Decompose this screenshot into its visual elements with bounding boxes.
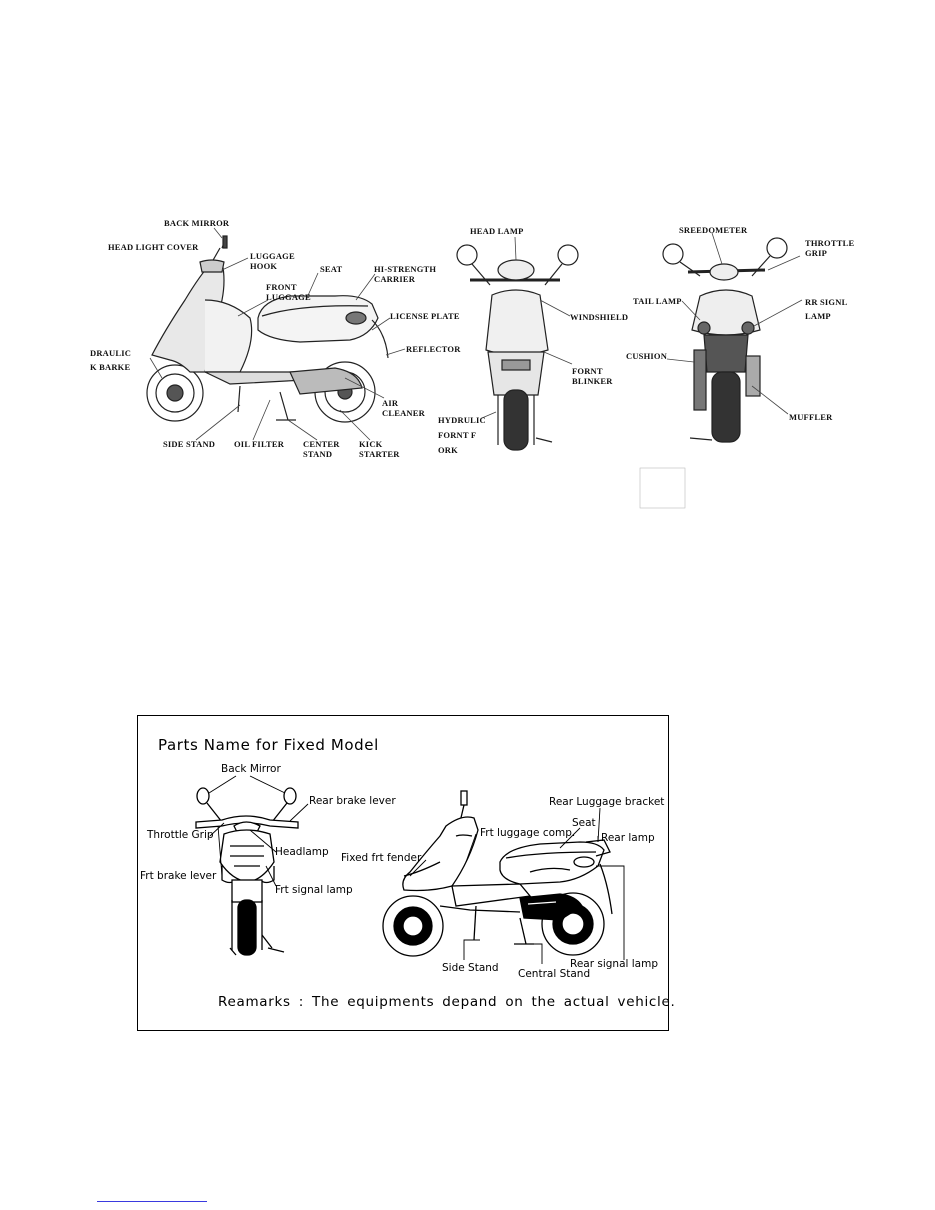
label-side-stand-2: Side Stand	[442, 962, 499, 974]
label-back-mirror: BACK MIRROR	[164, 218, 230, 228]
label-hydraulic-front-fork: HYDRULIC FORNT F ORK	[438, 415, 486, 455]
label-frt-brake-lever: Frt brake lever	[140, 870, 217, 882]
label-hydraulic-brake: DRAULIC K BARKE	[90, 348, 132, 372]
label-head-lamp: HEAD LAMP	[470, 226, 524, 236]
remark-text: Reamarks : The equipments depand on the actual vehicle.	[218, 994, 676, 1010]
label-cushion: CUSHION	[626, 351, 668, 361]
label-center-stand: CENTER STAND	[303, 439, 340, 459]
label-seat-2: Seat	[572, 817, 596, 829]
label-kick-starter: KICK STARTER	[359, 439, 400, 459]
label-back-mirror-2: Back Mirror	[221, 763, 281, 775]
label-windshield: WINDSHIELD	[570, 312, 629, 322]
label-muffler: MUFFLER	[789, 412, 833, 422]
label-rear-luggage-bracket: Rear Luggage bracket	[549, 796, 665, 808]
label-side-stand: SIDE STAND	[163, 439, 216, 449]
label-frt-luggage-comp: Frt luggage comp.	[480, 827, 576, 839]
label-front-blinker: FORNT BLINKER	[572, 366, 613, 386]
label-throttle-grip-2: Throttle Grip	[147, 829, 214, 841]
label-frt-signal-lamp: Frt signal lamp	[275, 884, 353, 896]
label-fixed-frt-fender: Fixed frt fender	[341, 852, 422, 864]
label-rear-brake-lever: Rear brake lever	[309, 795, 396, 807]
label-throttle-grip: THROTTLE GRIP	[805, 238, 855, 258]
label-tail-lamp: TAIL LAMP	[633, 296, 682, 306]
label-front-luggage: FRONT LUGGAGE	[266, 282, 311, 302]
label-seat: SEAT	[320, 264, 343, 274]
footer-link-underline[interactable]	[97, 1201, 207, 1202]
fixed-model-side-view	[383, 791, 612, 956]
label-luggage-hook: LUGGAGE HOOK	[250, 251, 295, 271]
label-headlamp: Headlamp	[275, 846, 329, 858]
label-air-cleaner: AIR CLEANER	[382, 398, 425, 418]
label-speedometer: SREEDOMETER	[679, 225, 748, 235]
label-reflector: REFLECTOR	[406, 344, 461, 354]
label-rear-lamp: Rear lamp	[601, 832, 655, 844]
diagram-2-title: Parts Name for Fixed Model	[158, 736, 379, 754]
label-license-plate: LICENSE PLATE	[390, 311, 460, 321]
label-hi-strength-carrier: HI-STRENGTH CARRIER	[374, 264, 437, 284]
label-head-light-cover: HEAD LIGHT COVER	[108, 242, 199, 252]
label-oil-filter: OIL FILTER	[234, 439, 285, 449]
label-rear-signal-lamp: Rear signal lamp	[570, 958, 659, 970]
label-rr-signal-lamp: RR SIGNL LAMP	[805, 297, 848, 321]
label-central-stand: Central Stand	[518, 968, 591, 980]
